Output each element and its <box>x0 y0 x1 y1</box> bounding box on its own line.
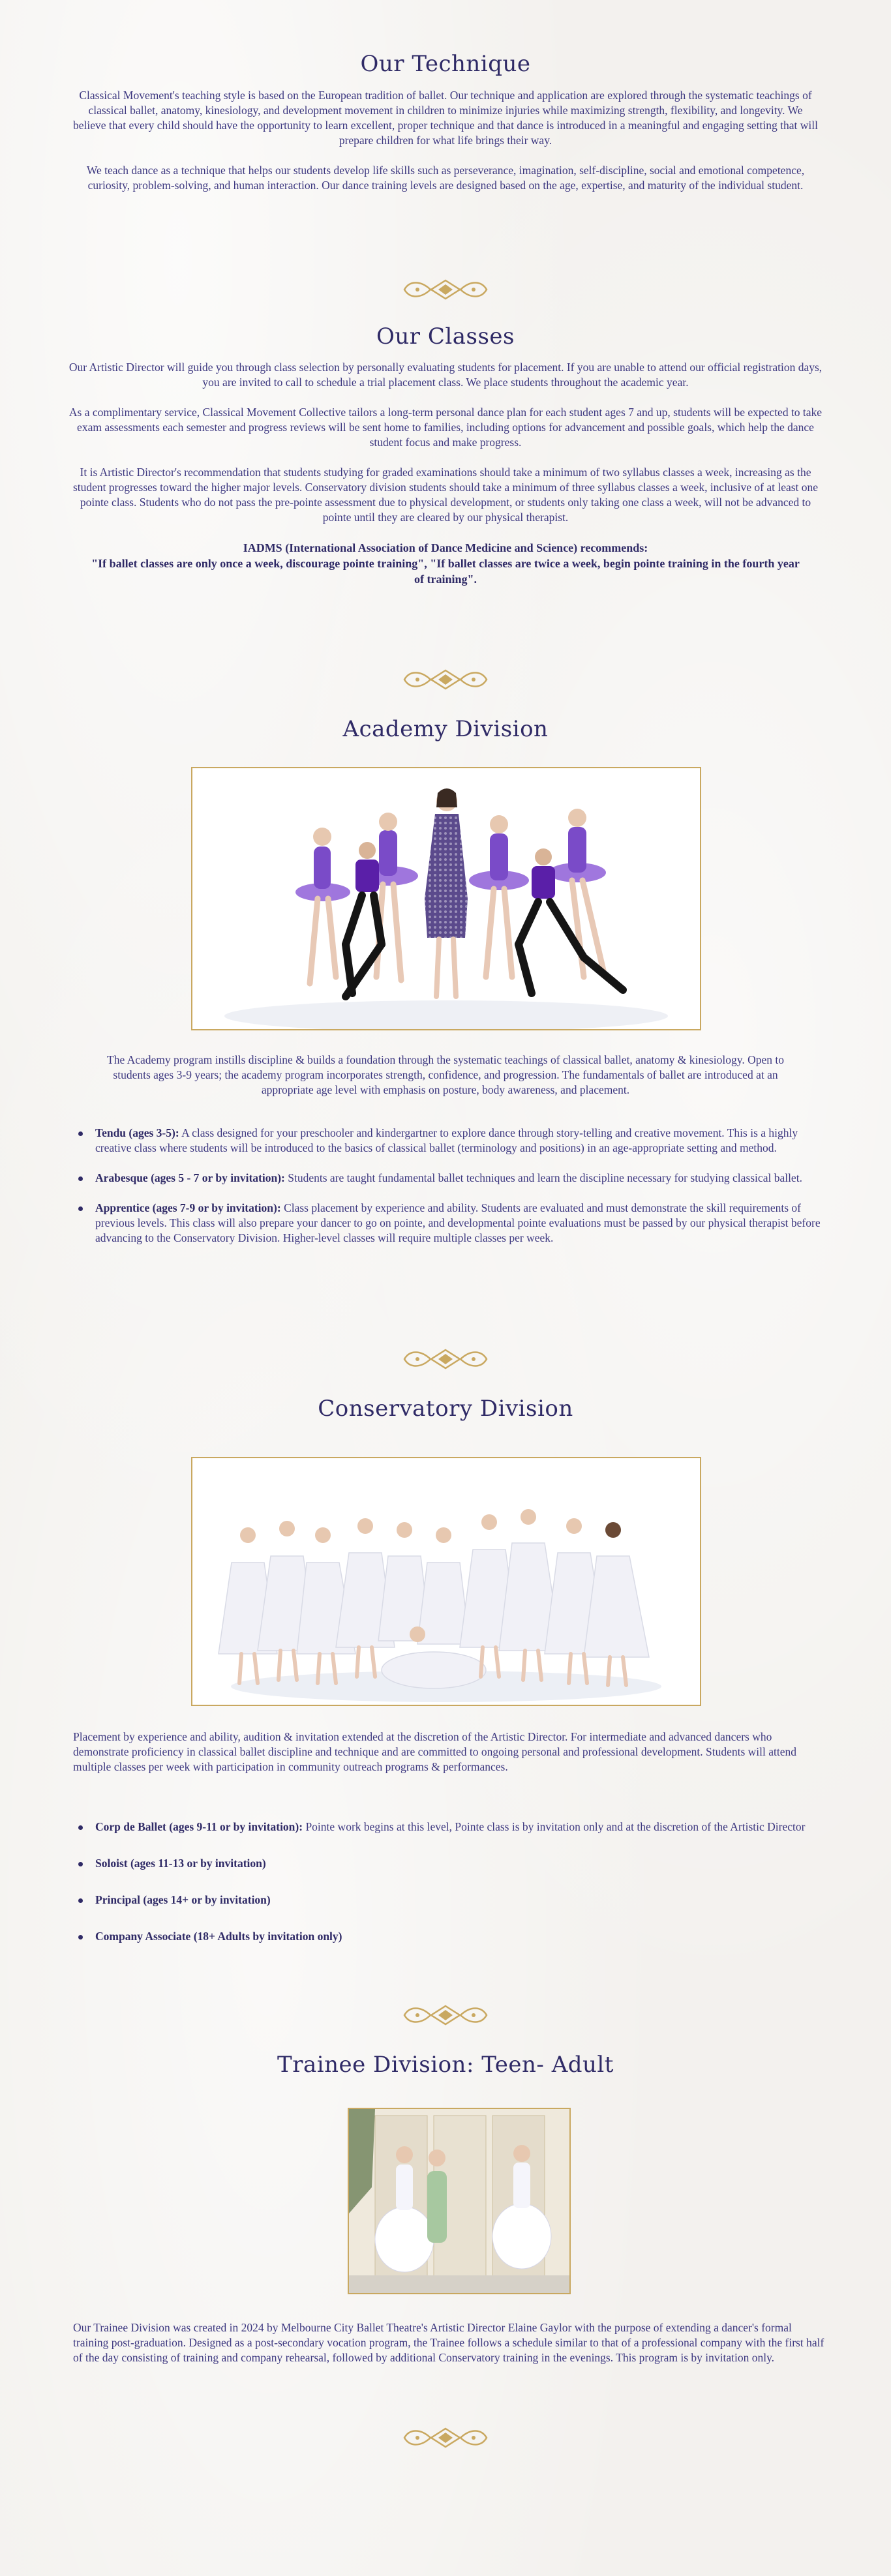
level-name: Apprentice (ages 7-9 or by invitation): <box>95 1201 281 1214</box>
classes-paragraph-2: As a complimentary service, Classical Movement Collective tailors a long-term personal dance plan for each student ages 7 and up, students will be expected to take exam assessments each semester and progress reviews will be sent home to families, including options for advancement and possible goals, which help the dance student focus and make progress. <box>68 406 823 449</box>
technique-title: Our Technique <box>360 51 531 77</box>
bullet-icon <box>78 1898 83 1903</box>
technique-body <box>72 88 819 193</box>
trainee-intro-block <box>73 2320 830 2365</box>
level-name: Company Associate (18+ Adults by invitation only) <box>95 1930 342 1943</box>
conservatory-level-item <box>73 1856 830 1871</box>
level-name: Arabesque (ages 5 - 7 or by invitation): <box>95 1171 285 1184</box>
academy-title: Academy Division <box>342 716 549 742</box>
classes-paragraph-1: Our Artistic Director will guide you through class selection by personally evaluating students for placement. If you are unable to attend our official registration days, you are invited to call to schedule a trial placement class. We place students throughout the academic year. <box>68 361 823 389</box>
ornament-divider <box>0 1346 891 1372</box>
bullet-icon <box>78 1935 83 1939</box>
academy-level-item <box>73 1126 830 1156</box>
classes-title: Our Classes <box>376 323 515 350</box>
conservatory-list-block <box>73 1820 830 1944</box>
bullet-icon <box>78 1176 83 1181</box>
academy-photo <box>191 767 701 1030</box>
conservatory-title: Conservatory Division <box>318 1396 573 1422</box>
academy-level-item <box>73 1171 830 1186</box>
academy-list-block <box>73 1126 830 1246</box>
bullet-icon <box>78 1206 83 1211</box>
level-name: Corp de Ballet (ages 9-11 or by invitation): <box>95 1820 303 1833</box>
conservatory-level-item <box>73 1893 830 1908</box>
level-name: Principal (ages 14+ or by invitation) <box>95 1893 271 1906</box>
level-description: Students are taught fundamental ballet techniques and learn the discipline necessary for studying classical ballet. <box>284 1171 802 1184</box>
trainee-intro: Our Trainee Division was created in 2024 by Melbourne City Ballet Theatre's Artistic Director Elaine Gaylor with the purpose of extending a dancer's formal training post-graduation. Designed as a post-secondary vocation program, the Trainee follows a schedule similar to that of a professional company with the first half of the day consisting of training and company rehearsal, followed by additional Conservatory training in the evenings. This program is by invitation only. <box>73 2321 824 2364</box>
technique-section <box>0 51 891 77</box>
trainee-dancers-image <box>349 2109 569 2293</box>
classes-body <box>65 360 826 587</box>
trainee-photo <box>348 2108 571 2294</box>
technique-paragraph-1: Classical Movement's teaching style is based on the European tradition of ballet. Our technique and application are explored through the systematic teachings of classical ballet, anatomy, kinesiology, and development movement in children to minimize injuries while maximizing strength, flexibility, and longevity. We believe that every child should have the opportunity to learn excellent, proper technique and that dance is introduced in a meaningful and engaging setting that will prepare children for what life brings their way. <box>72 89 818 147</box>
ornament-divider <box>0 2425 891 2451</box>
level-description: Pointe work begins at this level, Pointe class is by invitation only and at the discretion of the Artistic Director <box>303 1820 806 1833</box>
level-name: Soloist (ages 11-13 or by invitation) <box>95 1857 266 1870</box>
classes-section <box>0 323 891 350</box>
classes-paragraph-3: It is Artistic Director's recommendation that students studying for graded examinations should take a minimum of two syllabus classes a week, increasing as the student progresses toward the higher major levels. Conservatory division students should take a minimum of three syllabus classes a week, inclusive of at least one pointe class. Students who do not pass the pre-pointe assessment due to physical development, or students only taking one class a week, will not be advanced to pointe until they are cleared by our physical therapist. <box>72 466 819 524</box>
bullet-icon <box>78 1862 83 1866</box>
conservatory-intro-block <box>73 1730 830 1775</box>
iadms-heading: IADMS (International Association of Dance Medicine and Science) recommends: <box>243 541 648 554</box>
academy-intro-block <box>91 1053 800 1098</box>
iadms-quote: "If ballet classes are only once a week, discourage pointe training", "If ballet classes are twice a week, begin pointe training in the fourth year of training". <box>91 557 800 586</box>
level-name: Tendu (ages 3-5): <box>95 1126 179 1139</box>
bullet-icon <box>78 1825 83 1830</box>
academy-intro: The Academy program instills discipline & builds a foundation through the systematic teachings of classical ballet, anatomy & kinesiology. Open to students ages 3-9 years; the academy program incorporates strength, confidence, and progression. The fundamentals of ballet are introduced at an appropriate age level with emphasis on posture, body awareness, and placement. <box>107 1053 784 1096</box>
level-description: A class designed for your preschooler and kindergartner to explore dance through story-telling and creative movement. This is a highly creative class where students will be introduced to the basics of classical ballet (terminology and positions) in an age-appropriate setting and method. <box>95 1126 798 1154</box>
bullet-icon <box>78 1131 83 1136</box>
ornament-divider <box>0 2002 891 2028</box>
ornament-divider <box>0 277 891 303</box>
conservatory-intro: Placement by experience and ability, audition & invitation extended at the discretion of the Artistic Director. For intermediate and advanced dancers who demonstrate proficiency in classical ballet discipline and technique and are committed to ongoing personal and professional development. Students will attend multiple classes per week with participation in community outreach programs & performances. <box>73 1730 796 1773</box>
trainee-title: Trainee Division: Teen- Adult <box>277 2052 614 2078</box>
academy-dancers-image <box>192 768 700 1029</box>
level-description: Class placement by experience and ability. Students are evaluated and must demonstrate the skill requirements of previous levels. This class will also prepare your dancer to go on pointe, and developmental pointe evaluations must be passed by our physical therapist before advancing to the Conservatory Division. Higher-level classes will require multiple classes per week. <box>95 1201 821 1244</box>
conservatory-level-item <box>73 1820 830 1835</box>
conservatory-level-list <box>73 1820 830 1944</box>
technique-paragraph-2: We teach dance as a technique that helps our students develop life skills such as perseverance, imagination, self-discipline, social and emotional competence, curiosity, problem-solving, and human interaction. Our dance training levels are designed based on the age, expertise, and maturity of the individual student. <box>86 164 805 192</box>
trainee-section <box>0 2052 891 2078</box>
conservatory-level-item <box>73 1929 830 1944</box>
academy-level-item <box>73 1201 830 1246</box>
academy-level-list <box>73 1126 830 1246</box>
ornament-divider <box>0 666 891 693</box>
conservatory-photo <box>191 1457 701 1706</box>
conservatory-section <box>0 1396 891 1422</box>
conservatory-dancers-image <box>192 1458 700 1705</box>
academy-section <box>0 716 891 742</box>
